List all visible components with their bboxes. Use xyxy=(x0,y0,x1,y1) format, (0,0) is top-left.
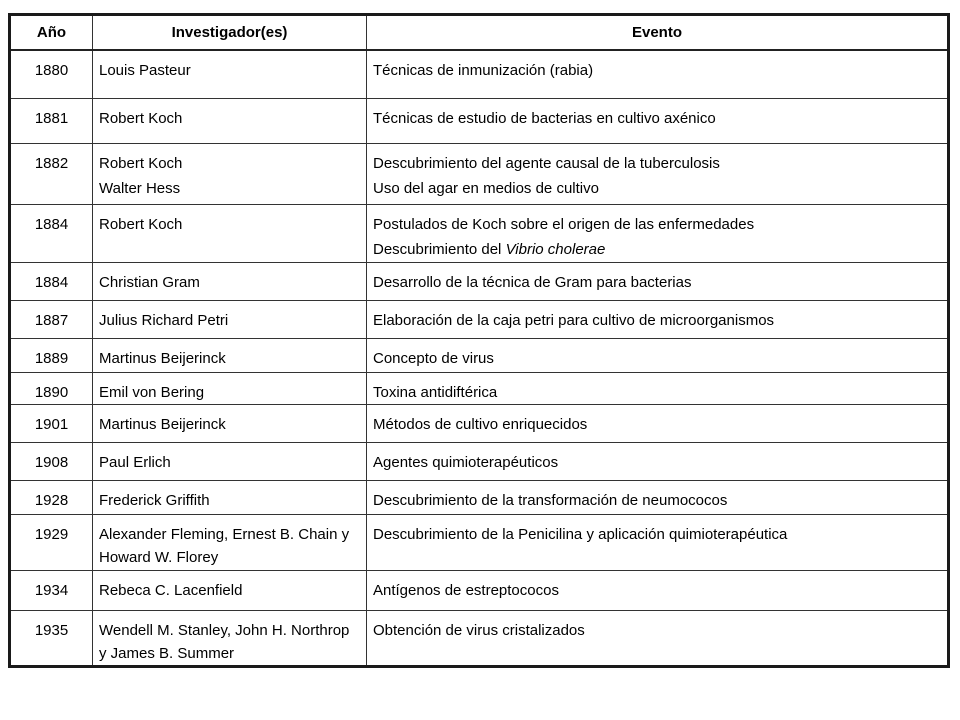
event-cell xyxy=(367,514,949,570)
table-row xyxy=(10,98,949,143)
event-cell xyxy=(367,570,949,610)
event-text: Concepto de virus xyxy=(373,349,494,367)
event-text: Obtención de virus cristalizados xyxy=(373,621,585,639)
event-text: Técnicas de estudio de bacterias en cultivo axénico xyxy=(373,109,716,127)
investigator-cell xyxy=(93,143,367,204)
investigator-cell xyxy=(93,442,367,480)
event-text: Descubrimiento del agente causal de la tuberculosis xyxy=(373,154,720,172)
investigator-cell xyxy=(93,480,367,514)
table-row xyxy=(10,372,949,404)
event-cell xyxy=(367,262,949,300)
investigator-cell xyxy=(93,262,367,300)
header-row xyxy=(10,15,949,51)
investigator-name: Louis Pasteur xyxy=(99,62,191,79)
investigator-name: Robert Koch xyxy=(99,109,183,127)
investigator-cell xyxy=(93,404,367,442)
event-text: Descubrimiento de la Penicilina y aplicación quimioterapéutica xyxy=(373,525,788,543)
table-row xyxy=(10,300,949,338)
event-cell xyxy=(367,404,949,442)
investigator-name: Robert Koch xyxy=(99,154,183,172)
event-cell xyxy=(367,338,949,372)
table-row xyxy=(10,143,949,204)
year-cell: 1928 xyxy=(10,480,93,514)
event-cell xyxy=(367,50,949,98)
investigator-name: Martinus Beijerinck xyxy=(99,349,226,367)
year-cell: 1889 xyxy=(10,338,93,372)
table-row xyxy=(10,610,949,666)
table-row xyxy=(10,50,949,98)
investigator-cell xyxy=(93,98,367,143)
event-cell xyxy=(367,300,949,338)
table-row xyxy=(10,204,949,262)
investigator-cell xyxy=(93,50,367,98)
investigator-cell xyxy=(93,204,367,262)
investigator-cell xyxy=(93,300,367,338)
table-row xyxy=(10,338,949,372)
event-text: Postulados de Koch sobre el origen de las enfermedades xyxy=(373,215,755,233)
investigator-cell xyxy=(93,570,367,610)
table-row xyxy=(10,262,949,300)
event-cell xyxy=(367,480,949,514)
header-year: Año xyxy=(10,15,93,51)
event-text: Uso del agar en medios de cultivo xyxy=(373,179,599,197)
investigator-name: Emil von Bering xyxy=(99,383,205,401)
investigator-cell xyxy=(93,514,367,570)
event-cell xyxy=(367,143,949,204)
investigator-name: Julius Richard Petri xyxy=(99,311,229,329)
investigator-cell xyxy=(93,338,367,372)
event-cell xyxy=(367,98,949,143)
event-text: Técnicas de inmunización (rabia) xyxy=(373,62,594,79)
event-text: Desarrollo de la técnica de Gram para bacterias xyxy=(373,273,692,291)
year-cell: 1881 xyxy=(10,98,93,143)
header-event: Evento xyxy=(367,15,949,51)
year-cell: 1884 xyxy=(10,262,93,300)
species-name: Vibrio cholerae xyxy=(505,240,606,258)
event-text: Antígenos de estreptococos xyxy=(373,581,559,599)
table-row xyxy=(10,480,949,514)
investigator-name: Wendell M. Stanley, John H. Northrop y James B. Summer xyxy=(99,621,350,662)
event-cell xyxy=(367,372,949,404)
year-cell: 1880 xyxy=(10,50,93,98)
event-text: Métodos de cultivo enriquecidos xyxy=(373,415,588,433)
table-row xyxy=(10,514,949,570)
event-text: Descubrimiento del xyxy=(373,240,506,258)
investigator-name: Martinus Beijerinck xyxy=(99,415,226,433)
table-row xyxy=(10,570,949,610)
header-investigator: Investigador(es) xyxy=(93,15,367,51)
investigator-name: Paul Erlich xyxy=(99,453,171,471)
investigator-name: Robert Koch xyxy=(99,215,183,233)
investigator-cell xyxy=(93,372,367,404)
investigator-cell xyxy=(93,610,367,666)
event-cell xyxy=(367,442,949,480)
event-cell xyxy=(367,204,949,262)
history-timeline-table xyxy=(8,13,950,668)
year-cell: 1908 xyxy=(10,442,93,480)
event-cell xyxy=(367,610,949,666)
year-cell: 1935 xyxy=(10,610,93,666)
year-cell: 1934 xyxy=(10,570,93,610)
year-cell: 1929 xyxy=(10,514,93,570)
year-cell: 1882 xyxy=(10,143,93,204)
investigator-name: Frederick Griffith xyxy=(99,491,210,509)
event-text: Toxina antidiftérica xyxy=(373,383,498,401)
investigator-name: Rebeca C. Lacenfield xyxy=(99,581,243,599)
event-text: Elaboración de la caja petri para cultivo de microorganismos xyxy=(373,311,775,329)
year-cell: 1884 xyxy=(10,204,93,262)
event-text-compound xyxy=(373,238,941,261)
year-cell: 1890 xyxy=(10,372,93,404)
investigator-name: Walter Hess xyxy=(99,179,181,197)
event-text: Agentes quimioterapéuticos xyxy=(373,453,559,471)
year-cell: 1887 xyxy=(10,300,93,338)
investigator-name: Christian Gram xyxy=(99,273,200,291)
table-row xyxy=(10,442,949,480)
event-text: Descubrimiento de la transformación de neumococos xyxy=(373,491,728,509)
table-row xyxy=(10,404,949,442)
year-cell: 1901 xyxy=(10,404,93,442)
investigator-name: Alexander Fleming, Ernest B. Chain y Howard W. Florey xyxy=(99,525,350,566)
